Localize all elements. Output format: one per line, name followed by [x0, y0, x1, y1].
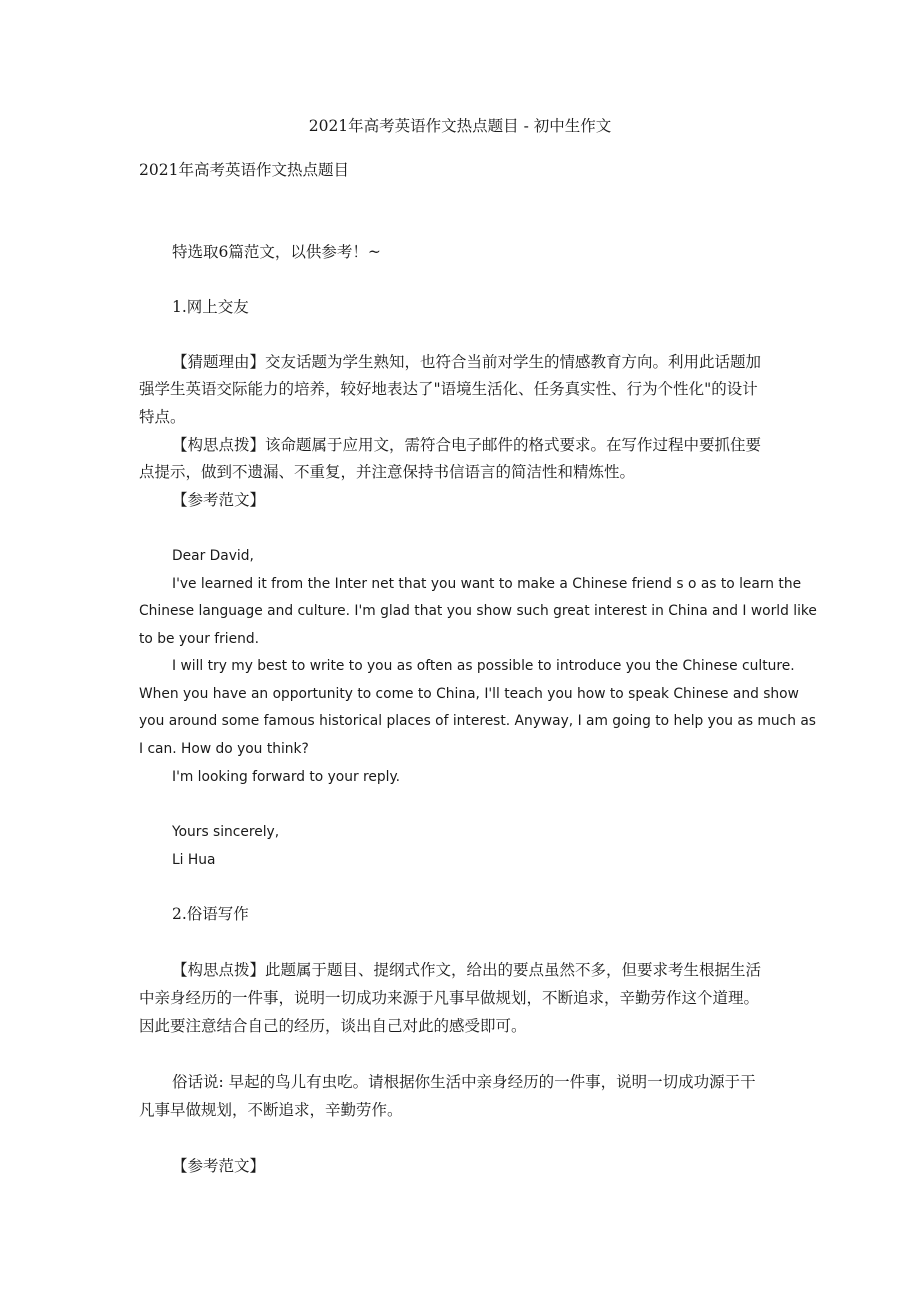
letter-line: When you have an opportunity to come to China, I'll teach you how to speak Chinese and show: [139, 686, 799, 702]
prompt-line: 俗话说: 早起的鸟儿有虫吃。请根据你生活中亲身经历的一件事，说明一切成功源于干: [172, 1073, 756, 1091]
sample-label: 【参考范文】: [172, 1157, 266, 1175]
reason-line: 【猜题理由】交友话题为学生熟知，也符合当前对学生的情感教育方向。利用此话题加: [172, 353, 762, 371]
letter-line: you around some famous historical places of interest. Anyway, I am going to help you as much as: [139, 713, 816, 729]
sample-label: 【参考范文】: [172, 491, 266, 509]
letter-line: Chinese language and culture. I'm glad that you show such great interest in China and I world like: [139, 603, 817, 619]
tips-line: 中亲身经历的一件事，说明一切成功来源于凡事早做规划，不断追求，辛勤劳作这个道理。: [139, 989, 760, 1007]
letter-line: I will try my best to write to you as often as possible to introduce you the Chinese culture.: [172, 658, 795, 674]
reason-line: 强学生英语交际能力的培养，较好地表达了"语境生活化、任务真实性、行为个性化"的设计: [139, 380, 758, 398]
tips-line: 【构思点拨】此题属于题目、提纲式作文，给出的要点虽然不多，但要求考生根据生活: [172, 961, 762, 979]
page-title: 2021年高考英语作文热点题目 - 初中生作文: [308, 117, 612, 135]
letter-signature: Li Hua: [172, 852, 216, 868]
tips-line: 点提示，做到不遗漏、不重复，并注意保持书信语言的简洁性和精炼性。: [139, 463, 636, 481]
letter-line: to be your friend.: [139, 631, 260, 647]
intro-line: 特选取6篇范文，以供参考！~: [172, 243, 381, 261]
prompt-line: 凡事早做规划，不断追求，辛勤劳作。: [139, 1101, 403, 1119]
tips-line: 因此要注意结合自己的经历，谈出自己对此的感受即可。: [139, 1017, 527, 1035]
letter-greeting: Dear David,: [172, 548, 254, 564]
letter-line: I'm looking forward to your reply.: [172, 769, 401, 785]
section2-heading: 2.俗语写作: [172, 905, 249, 923]
letter-line: I can. How do you think?: [139, 741, 309, 757]
letter-line: I've learned it from the Inter net that you want to make a Chinese friend s o as to learn the: [172, 576, 802, 592]
letter-closing: Yours sincerely,: [172, 824, 280, 840]
tips-line: 【构思点拨】该命题属于应用文，需符合电子邮件的格式要求。在写作过程中要抓住要: [172, 436, 762, 454]
reason-line: 特点。: [139, 408, 186, 426]
section1-heading: 1.网上交友: [172, 298, 249, 316]
subtitle: 2021年高考英语作文热点题目: [139, 161, 349, 179]
